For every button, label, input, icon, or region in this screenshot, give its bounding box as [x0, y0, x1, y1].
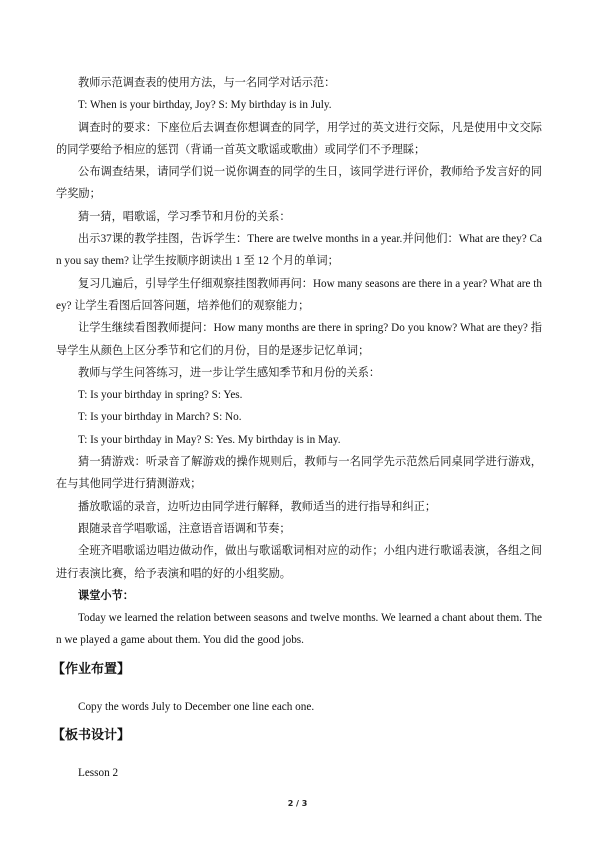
board-design-text: Lesson 2 — [78, 767, 119, 780]
paragraph-months-question: 让学生继续看图教师提问：How many months are there in spring? Do you know? What are they? 指导学生从颜色上区分季节和它们的月份，目的是逐步记忆单词； — [56, 322, 542, 357]
page-number: 2 / 3 — [287, 799, 308, 808]
paragraph-survey-rules: 调查时的要求：下座位后去调查你想调查的同学，用学过的英文进行交际，凡是使用中文交际的同学要给予相应的惩罚（背诵一首英文歌谣或歌曲）或同学们不予理睬； — [56, 121, 542, 156]
paragraph-dialogue-may: T: Is your birthday in May? S: Yes. My birthday is in May. — [78, 433, 341, 446]
homework-heading: 【作业布置】 — [52, 661, 131, 677]
paragraph-seasons-question: 复习几遍后，引导学生仔细观察挂图教师再问：How many seasons are there in a year? What are they? 让学生看图后回答问题，培养他们的观察能力； — [56, 277, 542, 312]
summary-heading: 课堂小节： — [78, 589, 134, 602]
paragraph-wall-chart: 出示37课的教学挂图，告诉学生：There are twelve months in a year.并问他们：What are they? Can you say them? 让学生按顺序朗读出 1 至 12 个月的单词； — [56, 233, 542, 268]
paragraph-dialogue-spring: T: Is your birthday in spring? S: Yes. — [78, 389, 243, 402]
paragraph-guess-chant: 猜一猜，唱歌谣，学习季节和月份的关系： — [78, 210, 291, 223]
paragraph-demo-intro: 教师示范调查表的使用方法，与一名同学对话示范： — [78, 77, 336, 89]
paragraph-sing-along: 跟随录音学唱歌谣，注意语音语调和节奏； — [78, 522, 291, 535]
paragraph-guessing-game: 猜一猜游戏：听录音了解游戏的操作规则后，教师与一名同学先示范然后同桌同学进行游戏，在与其他同学进行猜测游戏； — [56, 456, 542, 491]
paragraph-dialogue-march: T: Is your birthday in March? S: No. — [78, 411, 242, 424]
document-body — [52, 72, 542, 784]
paragraph-play-recording: 播放歌谣的录音，边听边由同学进行解释，教师适当的进行指导和纠正； — [78, 500, 437, 513]
summary-text: Today we learned the relation between seasons and twelve months. We learned a chant about them. Then we played a game about them. You did the good jobs. — [56, 612, 542, 647]
paragraph-qa-practice: 教师与学生问答练习，进一步让学生感知季节和月份的关系： — [78, 366, 381, 379]
homework-text: Copy the words July to December one line each one. — [78, 700, 315, 713]
paragraph-class-performance: 全班齐唱歌谣边唱边做动作，做出与歌谣歌词相对应的动作；小组内进行歌谣表演，各组之间进行表演比赛，给予表演和唱的好的小组奖励。 — [56, 545, 542, 580]
board-design-heading: 【板书设计】 — [52, 728, 131, 744]
paragraph-dialogue-birthday: T: When is your birthday, Joy? S: My birthday is in July. — [78, 99, 332, 112]
paragraph-survey-results: 公布调查结果，请同学们说一说你调查的同学的生日，该同学进行评价，教师给予发言好的同学奖励； — [56, 166, 542, 201]
